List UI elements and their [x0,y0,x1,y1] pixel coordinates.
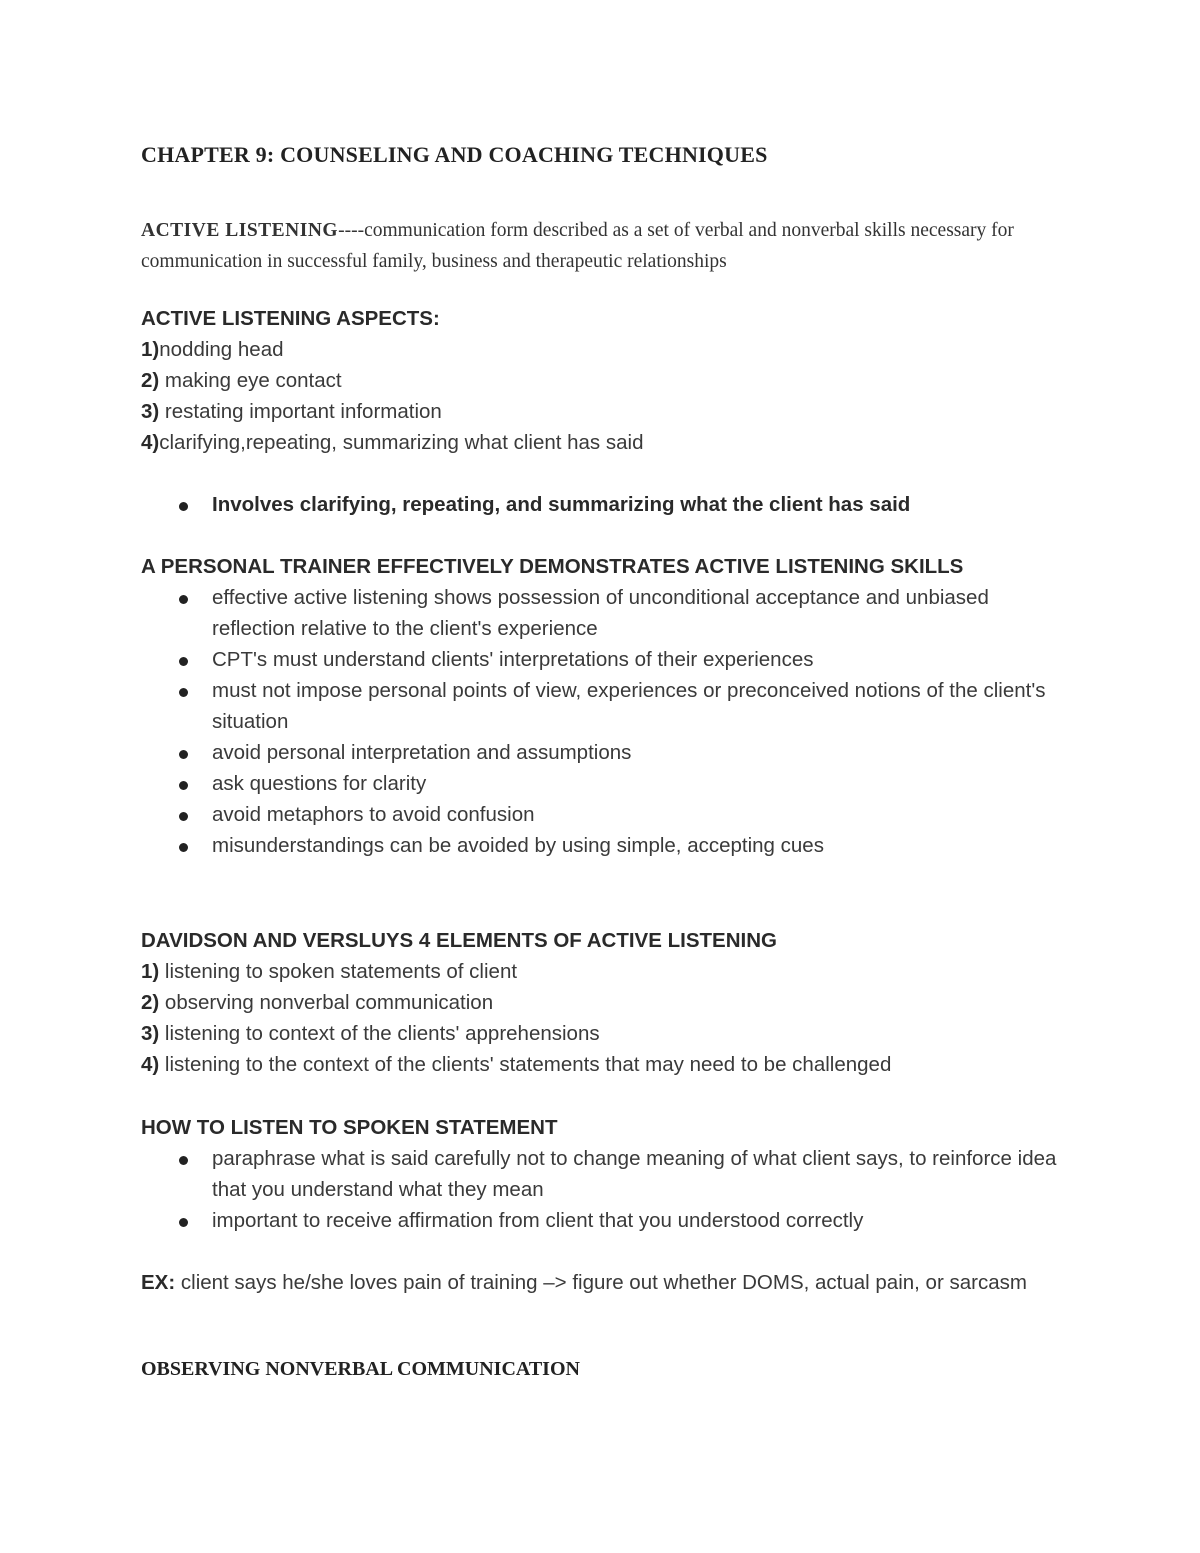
definition-text: communication form described as a set of verbal and nonverbal skills necessary for communication in successful family, business and therapeutic relationships [141,220,1014,272]
bullet-icon [179,657,188,666]
spoken-bullet-list [141,1143,1071,1236]
element-number: 1) [141,960,160,983]
trainer-section [141,551,1071,861]
list-item [141,830,1071,861]
aspects-section [141,303,1071,458]
bullet-icon [179,750,188,759]
list-item [141,1205,1071,1236]
aspect-number: 3) [141,400,160,423]
bullet-text: avoid personal interpretation and assumptions [212,741,632,764]
bullet-text: avoid metaphors to avoid confusion [212,803,535,826]
bullet-text: misunderstandings can be avoided by using simple, accepting cues [212,834,824,857]
aspects-bullet-section [141,489,1071,520]
bullet-text: effective active listening shows possession of unconditional acceptance and unbiased reflection relative to the client's experience [212,586,989,640]
list-item [141,489,1071,520]
bullet-icon [179,843,188,852]
element-text: observing nonverbal communication [159,991,494,1014]
aspect-item [141,334,1071,365]
bullet-icon [179,1156,188,1165]
example-label: EX: [141,1271,176,1294]
aspects-bullet-list [141,489,1071,520]
definition-term: ACTIVE LISTENING [141,220,339,241]
aspect-text: nodding head [159,338,284,361]
bullet-icon [179,812,188,821]
element-item [141,987,1071,1018]
bullet-text: Involves clarifying, repeating, and summarizing what the client has said [212,493,911,516]
aspect-text: restating important information [159,400,442,423]
bullet-icon [179,1218,188,1227]
bullet-icon [179,781,188,790]
elements-section [141,925,1071,1080]
aspect-number: 2) [141,369,160,392]
bullet-text: must not impose personal points of view, experiences or preconceived notions of the client's situation [212,679,1046,733]
example-paragraph [141,1267,1051,1298]
aspect-item [141,396,1071,427]
list-item [141,768,1071,799]
spoken-heading: HOW TO LISTEN TO SPOKEN STATEMENT [141,1116,558,1139]
element-item [141,956,1071,987]
nonverbal-heading: OBSERVING NONVERBAL COMMUNICATION [141,1358,580,1380]
list-item [141,1143,1071,1205]
bullet-icon [179,502,188,511]
bullet-text: important to receive affirmation from client that you understood correctly [212,1209,864,1232]
spoken-section [141,1112,1071,1236]
aspect-item [141,427,1071,458]
trainer-heading: A PERSONAL TRAINER EFFECTIVELY DEMONSTRATES ACTIVE LISTENING SKILLS [141,555,964,578]
list-item [141,737,1071,768]
list-item [141,644,1071,675]
bullet-icon [179,595,188,604]
aspect-number: 4) [141,431,160,454]
element-text: listening to spoken statements of client [159,960,518,983]
bullet-text: CPT's must understand clients' interpretations of their experiences [212,648,814,671]
element-number: 4) [141,1053,160,1076]
example-line [141,1267,1051,1298]
bullet-icon [179,688,188,697]
element-item [141,1049,1071,1080]
bullet-text: ask questions for clarity [212,772,427,795]
bullet-text: paraphrase what is said carefully not to change meaning of what client says, to reinforce idea that you understand what they mean [212,1147,1057,1201]
aspects-heading: ACTIVE LISTENING ASPECTS: [141,307,440,330]
aspect-text: making eye contact [159,369,342,392]
aspect-item [141,365,1071,396]
list-item [141,582,1071,644]
element-number: 3) [141,1022,160,1045]
chapter-title: CHAPTER 9: COUNSELING AND COACHING TECHNIQUES [141,142,768,167]
element-number: 2) [141,991,160,1014]
element-text: listening to the context of the clients' statements that may need to be challenged [159,1053,892,1076]
definition-paragraph [141,215,1071,277]
definition-separator: ---- [338,220,365,241]
example-text: client says he/she loves pain of training –> figure out whether DOMS, actual pain, or sarcasm [175,1271,1027,1294]
element-text: listening to context of the clients' apprehensions [159,1022,600,1045]
element-item [141,1018,1071,1049]
aspect-text: clarifying,repeating, summarizing what client has said [159,431,644,454]
trainer-bullet-list [141,582,1071,861]
list-item [141,675,1071,737]
elements-heading: DAVIDSON AND VERSLUYS 4 ELEMENTS OF ACTIVE LISTENING [141,929,777,952]
aspect-number: 1) [141,338,160,361]
list-item [141,799,1071,830]
